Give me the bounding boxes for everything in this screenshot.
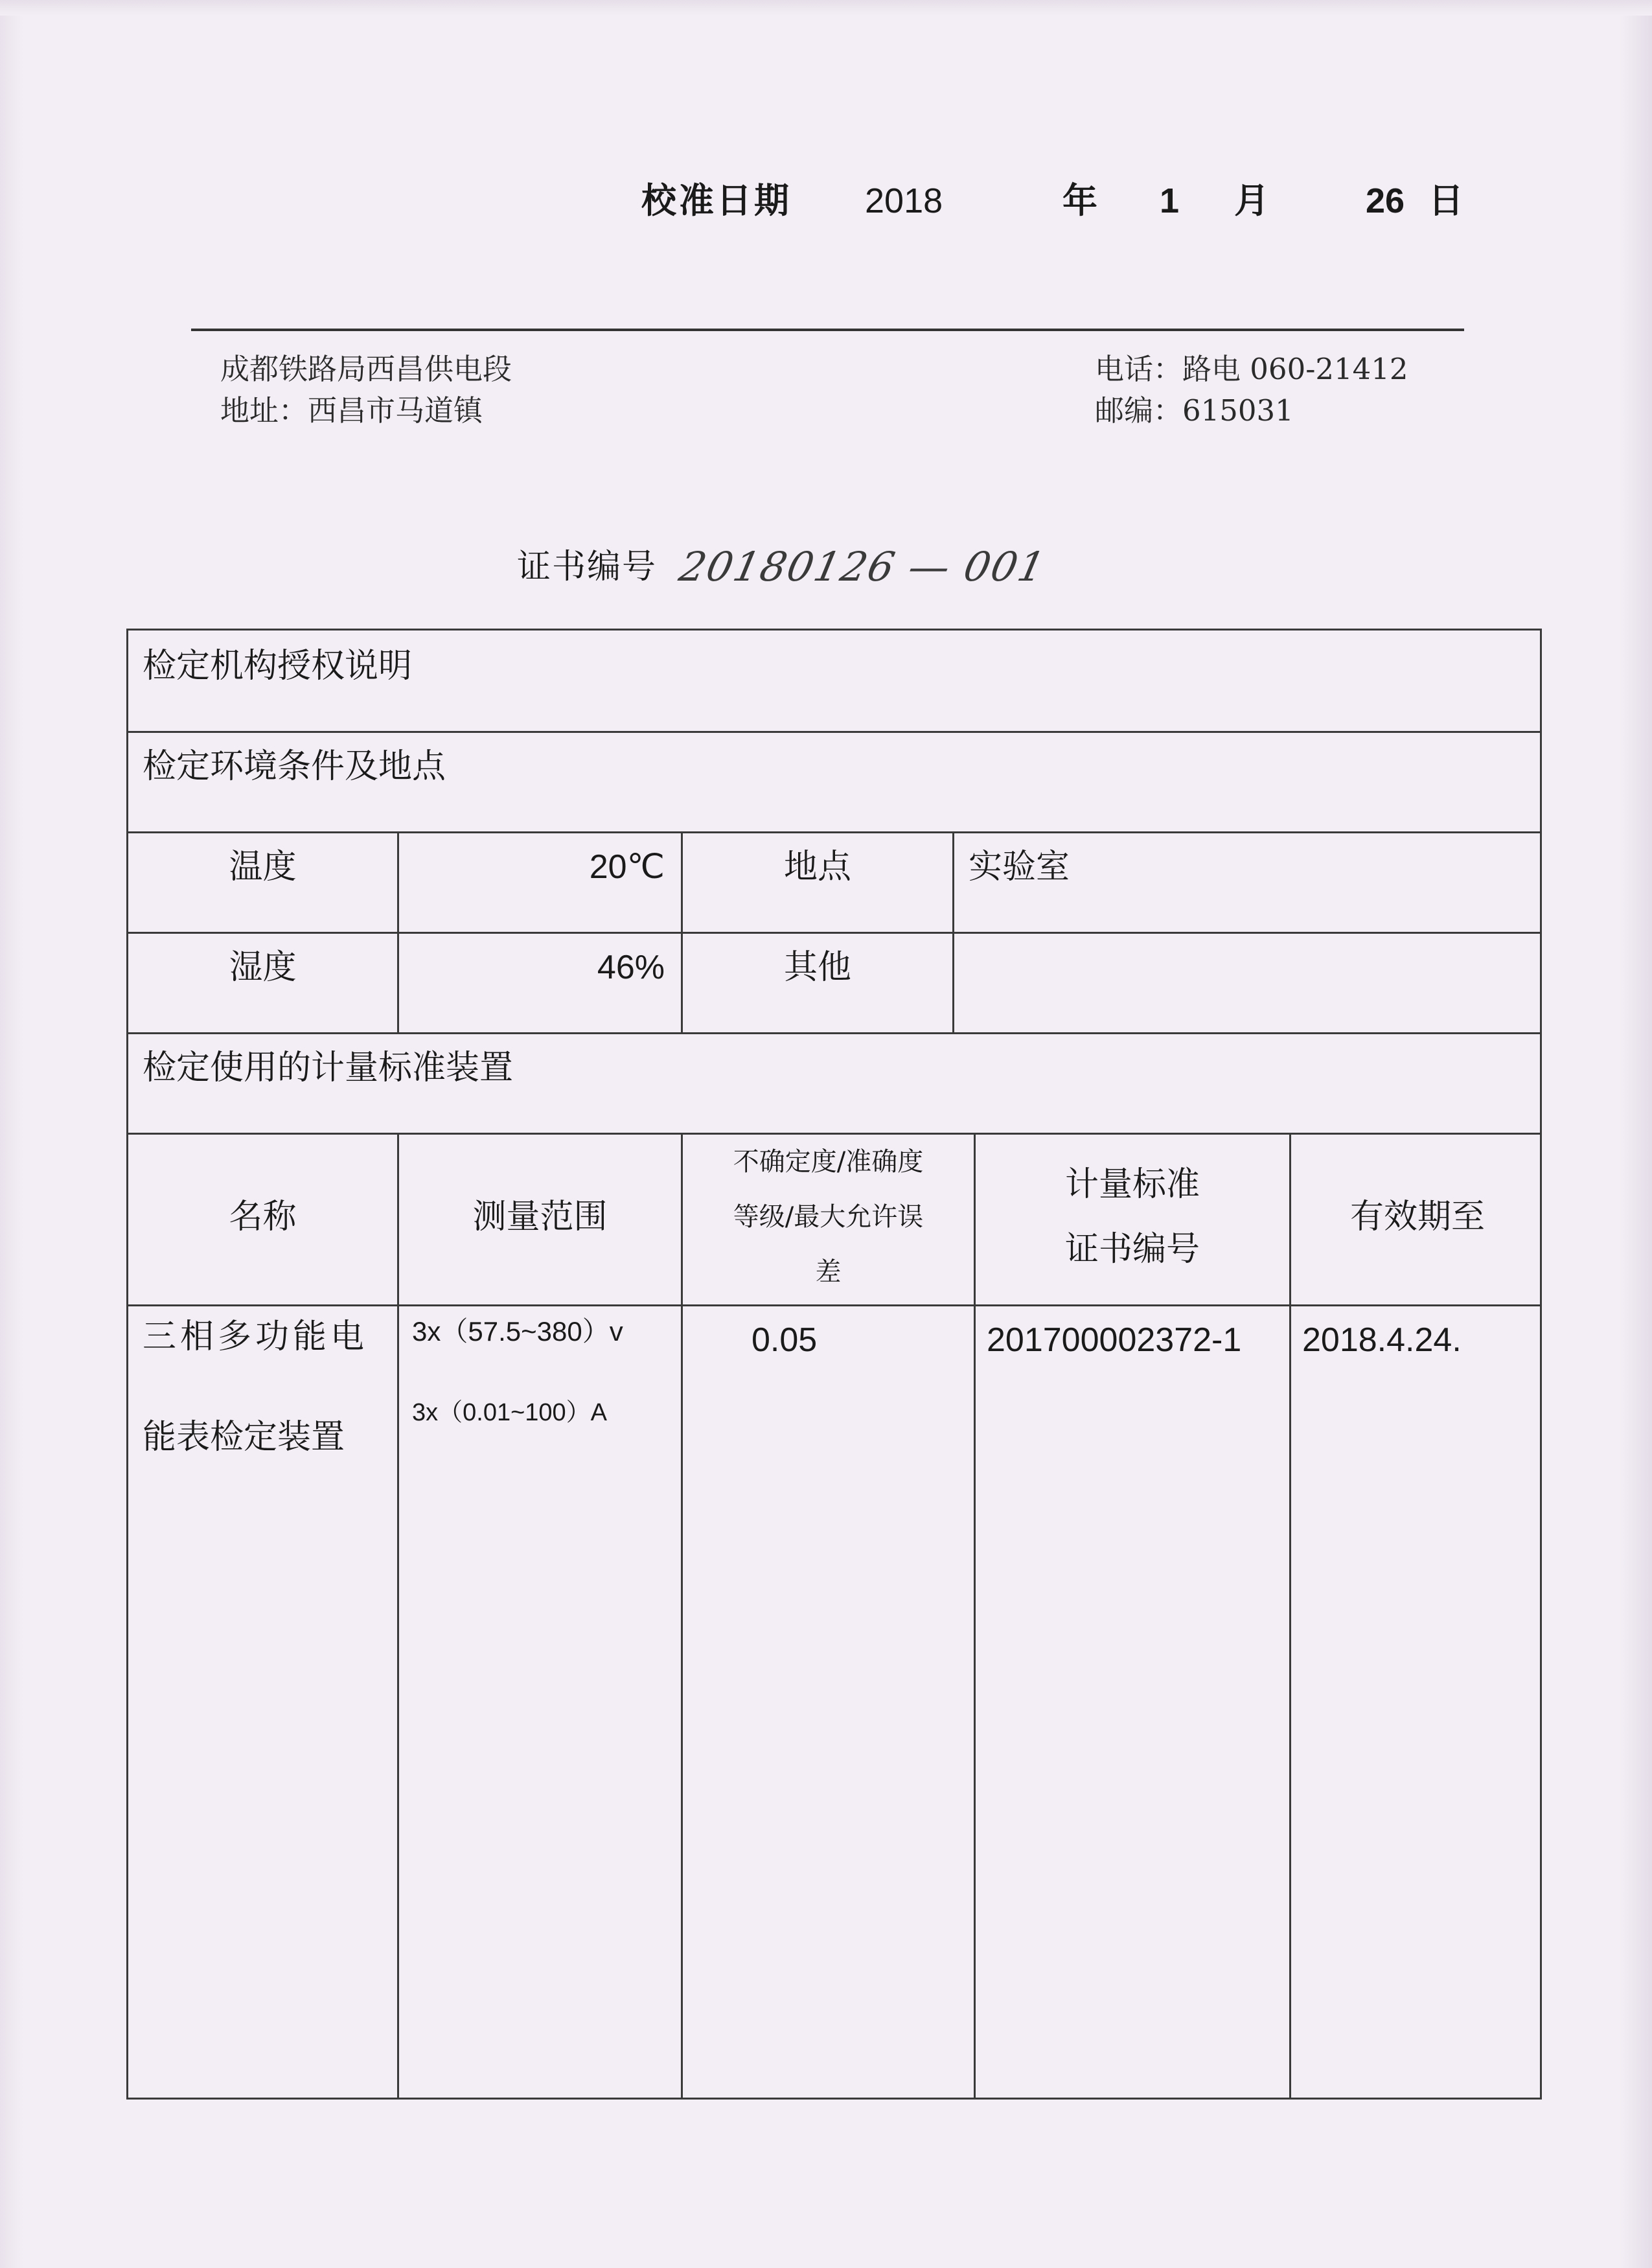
calibration-day-unit: 日 xyxy=(1428,180,1463,221)
column-header-name: 名称 xyxy=(229,1198,297,1236)
humidity-label: 湿度 xyxy=(229,948,297,987)
organization-phone: 电话：路电 060-21412 xyxy=(1095,352,1408,386)
organization-name: 成都铁路局西昌供电段 xyxy=(220,352,512,386)
table-divider xyxy=(128,731,1540,733)
header-divider xyxy=(191,329,1464,331)
table-divider xyxy=(128,932,1540,934)
standard-range-line2: 3x（0.01~100）A xyxy=(412,1399,608,1426)
calibration-year: 2018 xyxy=(865,181,943,220)
page-edge-right xyxy=(1620,0,1652,2268)
column-header-cert-line2: 证书编号 xyxy=(1064,1230,1200,1269)
temperature-label: 温度 xyxy=(229,848,297,886)
standard-valid-until: 2018.4.24. xyxy=(1302,1321,1462,1359)
calibration-month: 1 xyxy=(1160,181,1180,220)
location-label: 地点 xyxy=(783,848,851,886)
page-edge-top xyxy=(0,0,1652,16)
verification-table xyxy=(126,629,1542,2100)
column-header-valid-until: 有效期至 xyxy=(1349,1198,1485,1236)
location-value: 实验室 xyxy=(969,848,1070,886)
calibration-year-unit: 年 xyxy=(1062,180,1097,221)
other-label: 其他 xyxy=(783,948,851,987)
column-header-uncertainty-line2: 等级/最大允许误 xyxy=(733,1202,924,1232)
calibration-day: 26 xyxy=(1366,181,1405,220)
temperature-value: 20℃ xyxy=(589,848,665,886)
authorization-heading: 检定机构授权说明 xyxy=(143,647,413,686)
organization-zip: 邮编：615031 xyxy=(1095,393,1294,428)
table-divider xyxy=(128,831,1540,833)
humidity-value: 46% xyxy=(597,949,665,986)
standard-name-line2: 能表检定装置 xyxy=(143,1418,345,1457)
standard-cert-number: 201700002372-1 xyxy=(987,1321,1242,1359)
certificate-number-handwritten: 20180126 — 001 xyxy=(675,543,1051,590)
calibration-date-label: 校准日期 xyxy=(641,180,792,221)
table-column-divider xyxy=(397,1133,399,2100)
table-column-divider xyxy=(1289,1133,1291,2100)
column-header-uncertainty-line3: 差 xyxy=(815,1257,842,1287)
column-header-range: 测量范围 xyxy=(472,1198,608,1236)
column-header-uncertainty-line1: 不确定度/准确度 xyxy=(733,1147,924,1177)
page-edge-left xyxy=(0,0,23,2268)
table-divider xyxy=(128,1133,1540,1135)
standards-heading: 检定使用的计量标准装置 xyxy=(143,1048,514,1087)
table-column-divider xyxy=(974,1133,976,2100)
standard-range-line1: 3x（57.5~380）v xyxy=(412,1316,623,1347)
organization-address: 地址：西昌市马道镇 xyxy=(220,393,483,428)
calibration-month-unit: 月 xyxy=(1234,180,1269,221)
column-header-cert-line1: 计量标准 xyxy=(1064,1165,1200,1204)
standard-name-line1: 三相多功能电 xyxy=(143,1317,369,1356)
standard-uncertainty: 0.05 xyxy=(751,1321,818,1359)
certificate-number-label: 证书编号 xyxy=(517,548,658,586)
environment-heading: 检定环境条件及地点 xyxy=(143,747,446,786)
table-column-divider xyxy=(952,831,954,1032)
table-divider xyxy=(128,1032,1540,1034)
table-divider xyxy=(128,1304,1540,1306)
